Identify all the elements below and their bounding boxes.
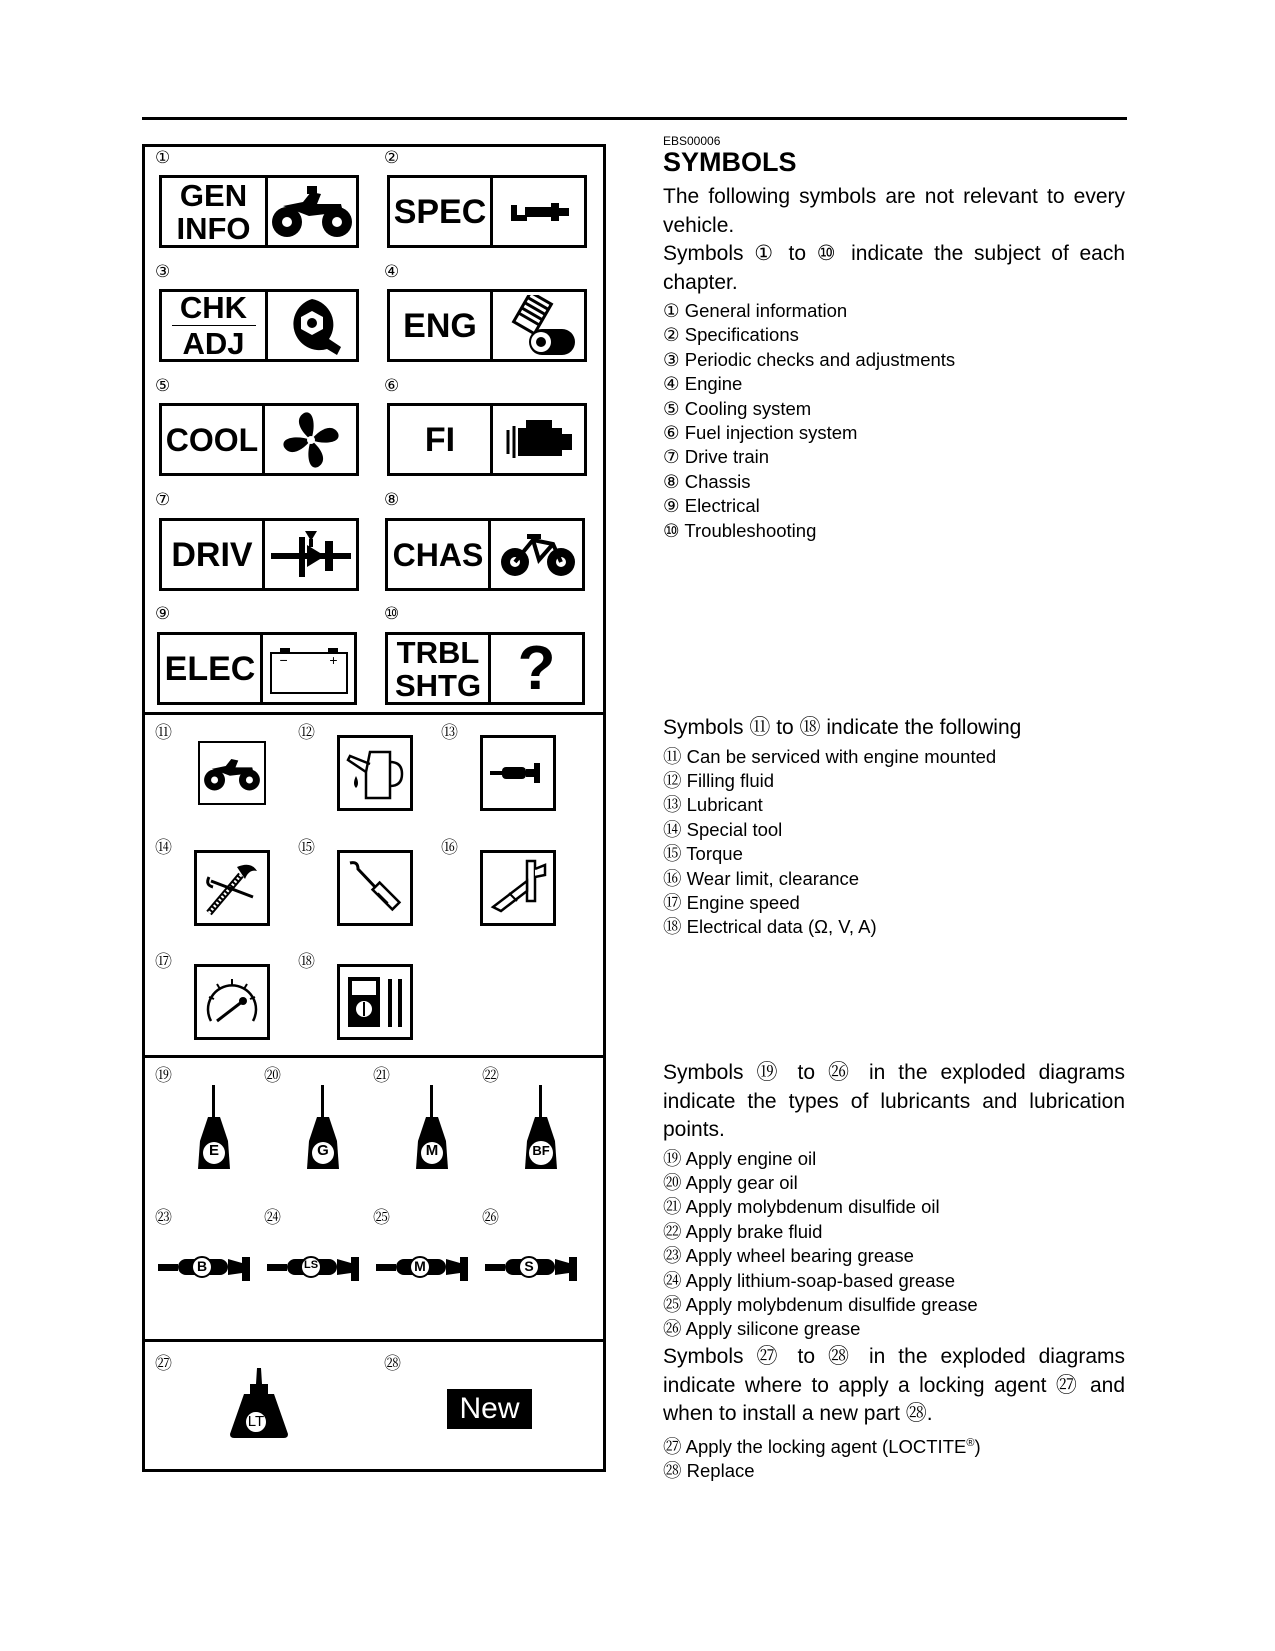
callout-24: ㉔ [264,1208,281,1227]
oil-bottle-icon [194,1085,234,1173]
tag-text-chk: CHK [179,290,248,325]
list-item: ⑰ Engine speed [663,891,800,913]
callout-4: ④ [384,262,400,281]
loctite-item-close: ) [974,1435,981,1457]
callout-20: ⑳ [264,1066,281,1085]
callout-5: ⑤ [155,376,171,395]
grease-letter-ls: LS [303,1259,319,1271]
oil-bottle-gear-oil [303,1085,343,1178]
chapter-tag-chas [385,518,585,591]
list-item: ⑮ Torque [663,843,743,865]
list-item: ④ Engine [663,373,743,395]
callout-15: ⑮ [298,838,315,857]
list-item: ⑪ Can be serviced with engine mounted [663,745,997,767]
top-rule [142,117,1127,120]
intro-paragraph: The following symbols are not relevant to every vehicle. [663,185,1125,237]
chapter-tag-fi [387,403,587,476]
callout-2: ② [384,148,400,167]
wrench-nut-icon [281,295,343,357]
symbol-special-tool [194,850,270,926]
oil-can-icon [344,742,406,804]
list-item: ③ Periodic checks and adjustments [663,348,956,370]
doc-code: EBS00006 [663,134,721,148]
tag-text-eng: ENG [403,306,477,345]
list-item: ㉓ Apply wheel bearing grease [663,1245,914,1267]
battery-icon [270,652,348,694]
grease-gun-icon [488,761,548,785]
list-item: ⑭ Special tool [663,818,783,840]
list-item: ⑫ Filling fluid [663,769,775,791]
callout-7: ⑦ [155,490,171,509]
loctite-bottle [226,1368,292,1445]
question-mark-icon: ? [517,633,556,703]
chapter-tag-chk-adj [159,289,359,362]
callout-25: ㉕ [373,1208,390,1227]
engine-block-icon [504,418,574,462]
tag-text-cool: COOL [165,421,259,458]
callout-27: ㉗ [155,1354,172,1373]
list-item: ⑳ Apply gear oil [663,1171,798,1193]
callout-11: ⑪ [155,723,172,742]
callout-26: ㉖ [482,1208,499,1227]
panel-divider-2 [142,1055,606,1058]
new-label: New [459,1392,520,1425]
grease-moly [376,1255,470,1286]
chapter-tag-elec [157,632,357,705]
service-section [663,714,1125,940]
list-item: ⑩ Troubleshooting [663,519,817,541]
list-item: ㉔ Apply lithium-soap-based grease [663,1269,956,1291]
callout-21: ㉑ [373,1066,390,1085]
callout-6: ⑥ [384,376,400,395]
callout-28: ㉘ [384,1354,401,1373]
oil-bottle-icon [303,1085,343,1173]
multimeter-icon [344,971,406,1033]
tag-text-gen: GEN [179,177,248,213]
registered-mark: ® [966,1436,975,1449]
engine-cylinder-icon [499,295,579,357]
lube-intro-paragraph: Symbols ⑲ to ㉖ in the exploded diagrams indicate the types of lubricants and lubrication points. [663,1061,1125,1141]
callout-12: ⑫ [298,723,315,742]
callout-22: ㉒ [482,1066,499,1085]
tag-text-driv: DRIV [171,535,253,574]
list-item: ⑬ Lubricant [663,794,763,816]
oil-bottle-icon [521,1085,561,1173]
lock-intro-paragraph: Symbols ㉗ to ㉘ in the exploded diagrams indicate where to apply a locking agent ㉗ and when to install a new part ㉘. [663,1345,1125,1425]
grease-wheel-bearing [158,1255,252,1286]
callout-3: ③ [155,262,171,281]
page-title: SYMBOLS [663,147,797,177]
callout-16: ⑯ [441,838,458,857]
new-part-badge [447,1389,532,1429]
service-intro-paragraph: Symbols ⑪ to ⑱ indicate the following [663,716,1022,739]
chapter-section [663,183,1125,543]
panel-divider-1 [142,712,606,715]
callout-18: ⑱ [298,952,315,971]
fan-icon [280,409,342,471]
list-item: ⑨ Electrical [663,495,760,517]
callout-17: ⑰ [155,952,172,971]
oil-letter-bf: BF [532,1143,550,1158]
symbol-filling-fluid [337,735,413,811]
callout-9: ⑨ [155,604,171,623]
atv-icon [269,184,355,240]
lock-list [663,1431,1125,1484]
list-item: ⑧ Chassis [663,470,751,492]
grease-silicone [485,1255,579,1286]
lock-section [663,1343,1125,1483]
panel-divider-3 [142,1339,606,1342]
battery-plus-sign: + [329,651,338,668]
chapter-tag-gen-info [159,175,359,248]
chapter-tag-eng [387,289,587,362]
list-item: ⑲ Apply engine oil [663,1147,817,1169]
grease-letter-s: S [524,1258,534,1274]
tag-text-elec: ELEC [164,649,256,688]
chapter-list [663,299,1125,543]
symbol-electrical-data [337,964,413,1040]
callout-19: ⑲ [155,1066,172,1085]
oil-letter-e: E [208,1142,219,1159]
tag-text-adj: ADJ [182,326,245,361]
caliper-icon [487,857,549,919]
callout-8: ⑧ [384,490,400,509]
callout-1: ① [155,148,171,167]
tag-text-fi: FI [424,420,456,459]
symbol-engine-mounted [198,741,266,805]
tag-text-chas: CHAS [392,536,484,573]
callout-23: ㉓ [155,1208,172,1227]
symbol-torque [337,850,413,926]
chapter-tag-cool [159,403,359,476]
grease-letter-m: M [414,1258,426,1274]
special-tool-icon [201,857,263,919]
list-item: ⑱ Electrical data (Ω, V, A) [663,916,877,938]
tachometer-icon [201,971,263,1033]
list-item: ① General information [663,300,848,321]
oil-letter-m: M [425,1142,439,1159]
torque-wrench-icon [344,857,406,919]
list-item: ⑤ Cooling system [663,397,812,419]
atv-small-icon [202,753,262,793]
oil-bottle-brake-fluid [521,1085,561,1178]
loctite-letters: LT [247,1413,265,1430]
oil-bottle-engine-oil [194,1085,234,1178]
callout-14: ⑭ [155,838,172,857]
list-item: ㉒ Apply brake fluid [663,1220,823,1242]
symbol-engine-speed [194,964,270,1040]
lube-list [663,1147,1125,1342]
tag-text-shtg: SHTG [394,667,482,703]
oil-letter-g: G [317,1142,329,1159]
list-item: ⑦ Drive train [663,446,770,468]
chapter-intro-paragraph: Symbols ① to ⑩ indicate the subject of each chapter. [663,242,1125,294]
grease-letter-b: B [196,1258,208,1274]
tag-text-trbl: TRBL [396,634,480,670]
service-list [663,745,1125,940]
list-item: ㉘ Replace [663,1460,755,1482]
chassis-bike-icon [497,530,577,580]
spec-bolt-icon [507,197,571,227]
list-item: ㉕ Apply molybdenum disulfide grease [663,1293,978,1315]
callout-13: ⑬ [441,723,458,742]
chapter-tag-driv [159,518,359,591]
callout-10: ⑩ [384,604,400,623]
symbol-wear-limit [480,850,556,926]
list-item: ㉑ Apply molybdenum disulfide oil [663,1196,940,1218]
lube-section [663,1059,1125,1342]
chapter-tag-trbl-shtg [385,632,585,705]
battery-minus-sign: − [279,651,288,668]
list-item [663,1431,1125,1460]
tag-text-spec: SPEC [393,192,487,231]
tag-text-info: INFO [176,210,251,246]
drive-gear-icon [269,527,353,583]
oil-bottle-icon [412,1085,452,1173]
loctite-item-text: ㉗ Apply the locking agent (LOCTITE [663,1435,967,1457]
list-item: ㉖ Apply silicone grease [663,1318,861,1340]
oil-bottle-moly-oil [412,1085,452,1178]
symbol-lubricant [480,735,556,811]
list-item: ② Specifications [663,324,799,346]
grease-lithium-soap [267,1255,361,1286]
list-item: ⑯ Wear limit, clearance [663,867,860,889]
list-item: ⑥ Fuel injection system [663,422,858,444]
chapter-tag-spec [387,175,587,248]
